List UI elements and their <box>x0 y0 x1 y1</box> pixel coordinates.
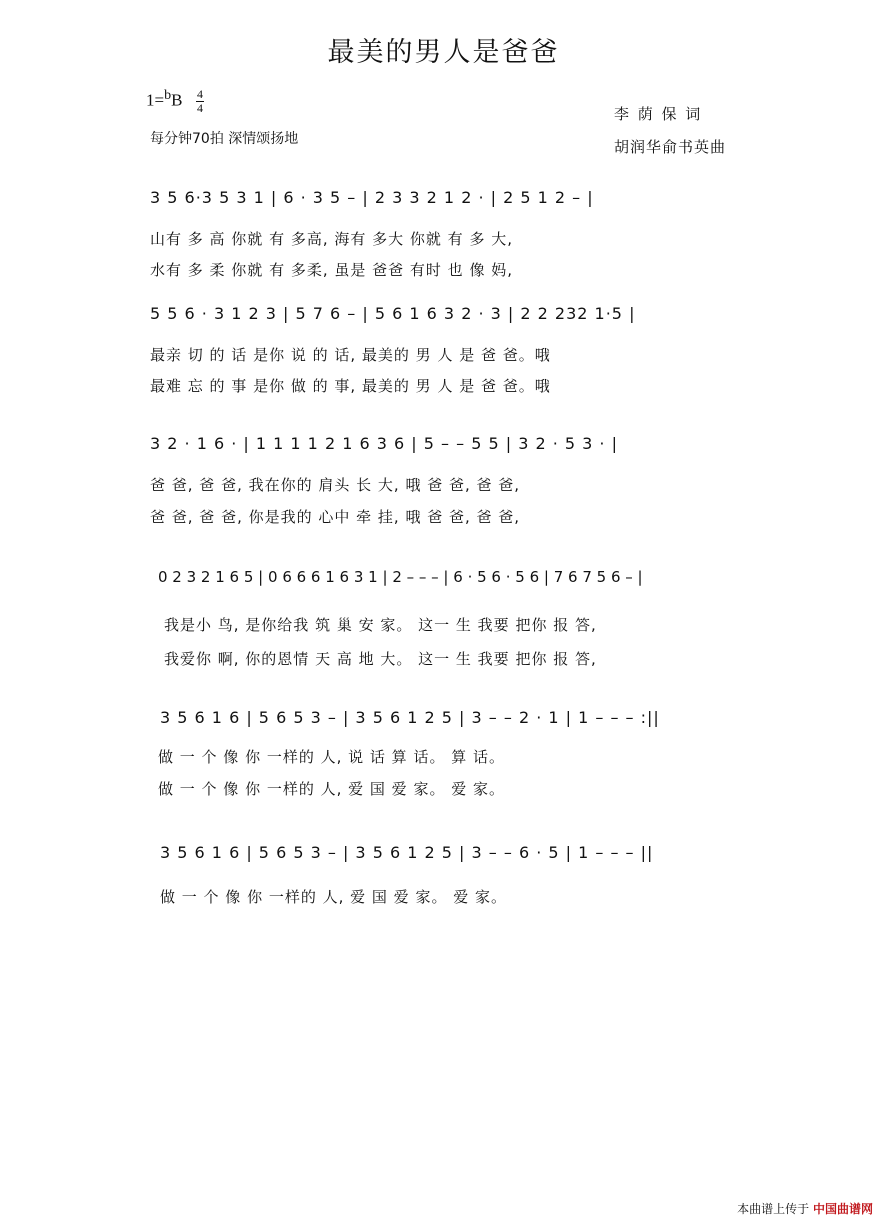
lyric-verse-1: 山有 多 高 你就 有 多高, 海有 多大 你就 有 多 大, <box>150 230 513 248</box>
key-prefix: 1= <box>146 90 165 110</box>
time-bottom: 4 <box>197 101 203 115</box>
footer-text: 本曲谱上传于 <box>737 1202 810 1216</box>
lyric-verse-1: 做 一 个 像 你 一样的 人, 说 话 算 话。 算 话。 <box>158 748 505 766</box>
score-title: 最美的男人是爸爸 <box>327 37 560 68</box>
time-signature <box>196 88 204 115</box>
notation-line: 5 5 6 · 3 1 2 3 | 5 7 6 – | 5 6 1 6 3 2 · 3 | 2 2 232 1·5 | <box>150 304 636 323</box>
site-brand: 中国曲谱网 <box>812 1202 873 1216</box>
notation-line: 3 5 6·3 5 3 1 | 6 · 3 5 – | 2 3 3 2 1 2 · | 2 5 1 2 – | <box>150 188 594 207</box>
key-signature <box>146 88 182 111</box>
lyric-verse-2: 我爱你 啊, 你的恩情 天 高 地 大。 这一 生 我要 把你 报 答, <box>164 650 597 668</box>
lyric-verse-2: 爸 爸, 爸 爸, 你是我的 心中 牵 挂, 哦 爸 爸, 爸 爸, <box>150 508 521 526</box>
lyric-verse-1: 最亲 切 的 话 是你 说 的 话, 最美的 男 人 是 爸 爸。哦 <box>150 346 551 364</box>
lyric-verse-1: 爸 爸, 爸 爸, 我在你的 肩头 长 大, 哦 爸 爸, 爸 爸, <box>150 476 521 494</box>
time-top: 4 <box>197 87 203 101</box>
footer-watermark <box>737 1200 873 1217</box>
notation-line: 3 5 6 1 6 | 5 6 5 3 – | 3 5 6 1 2 5 | 3 – – 6 · 5 | 1 – – – || <box>160 843 654 862</box>
tempo-marking: 每分钟70拍 深情颂扬地 <box>150 131 299 147</box>
composer-credit: 胡润华俞书英曲 <box>614 138 727 156</box>
lyric-verse-2: 水有 多 柔 你就 有 多柔, 虽是 爸爸 有时 也 像 妈, <box>150 261 513 279</box>
lyricist-credit: 李 荫 保 词 <box>614 105 703 123</box>
notation-line: 3 5 6 1 6 | 5 6 5 3 – | 3 5 6 1 2 5 | 3 – – 2 · 1 | 1 – – – :|| <box>160 708 660 727</box>
key-note: B <box>171 90 183 110</box>
notation-line: 3 2 · 1 6 · | 1 1 1 1 2 1 6 3 6 | 5 – – 5 5 | 3 2 · 5 3 · | <box>150 434 618 453</box>
notation-line: 0 2 3 2 1 6 5 | 0 6 6 6 1 6 3 1 | 2 – – – | 6 · 5 6 · 5 6 | 7 6 7 5 6 – | <box>158 568 643 586</box>
lyric-verse-1: 我是小 鸟, 是你给我 筑 巢 安 家。 这一 生 我要 把你 报 答, <box>164 616 597 634</box>
key-flat: b <box>164 88 172 103</box>
lyric-verse-1: 做 一 个 像 你 一样的 人, 爱 国 爱 家。 爱 家。 <box>160 888 507 906</box>
lyric-verse-2: 做 一 个 像 你 一样的 人, 爱 国 爱 家。 爱 家。 <box>158 780 505 798</box>
lyric-verse-2: 最难 忘 的 事 是你 做 的 事, 最美的 男 人 是 爸 爸。哦 <box>150 377 551 395</box>
